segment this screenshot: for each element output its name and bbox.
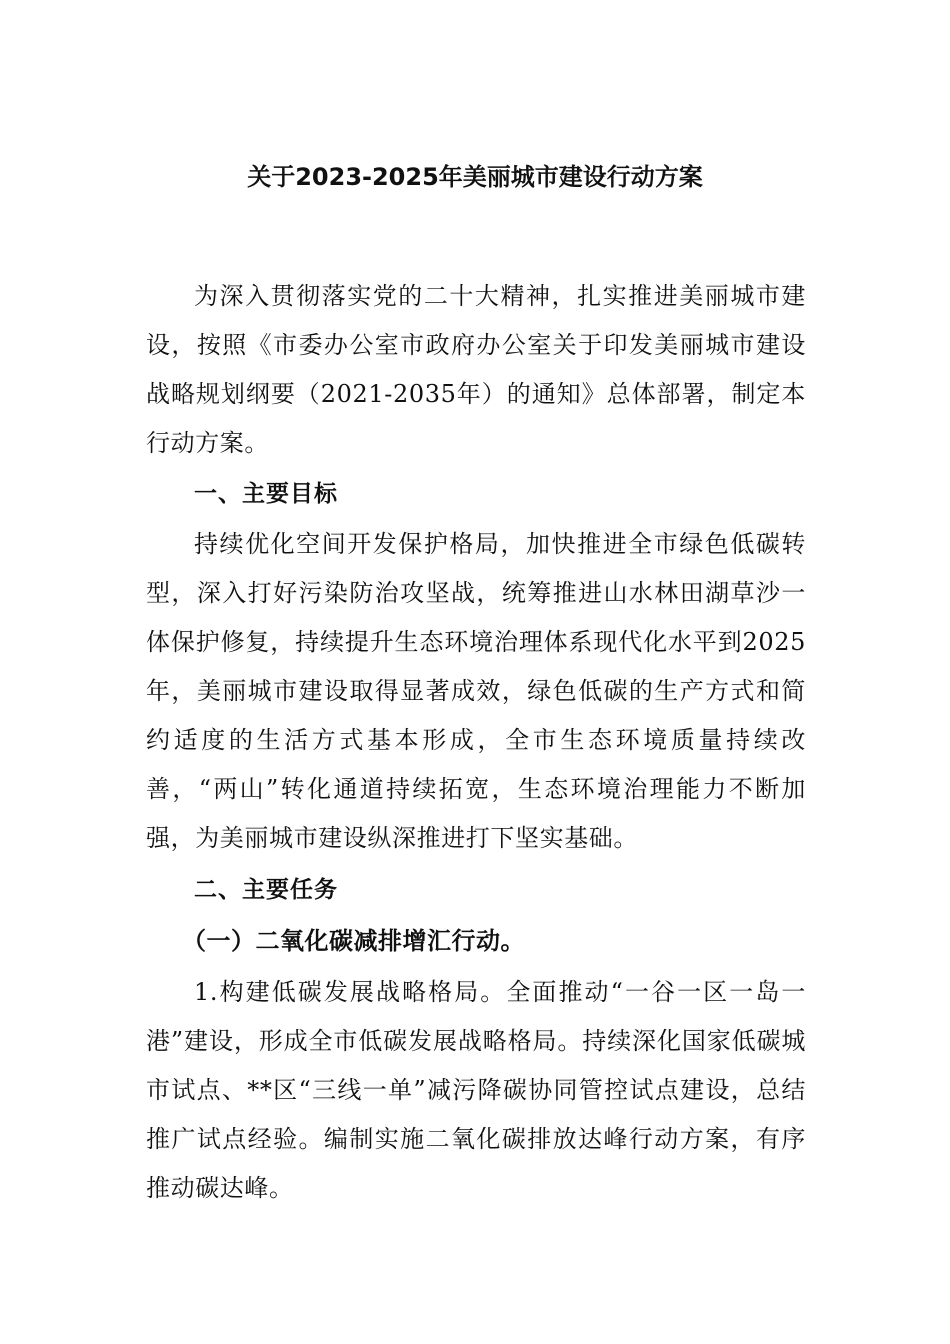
intro-paragraph: 为深入贯彻落实党的二十大精神，扎实推进美丽城市建设，按照《市委办公室市政府办公室关于印发美丽城市建设战略规划纲要（2021-2035年）的通知》总体部署，制定本行动方案。 (146, 282, 806, 457)
subsection-heading-co2-reduction: （一）二氧化碳减排增汇行动。 (182, 927, 525, 955)
section-heading-main-tasks: 二、主要任务 (194, 877, 338, 903)
main-goals-paragraph: 持续优化空间开发保护格局，加快推进全市绿色低碳转型，深入打好污染防治攻坚战，统筹推进山水林田湖草沙一体保护修复，持续提升生态环境治理体系现代化水平到2025年，美丽城市建设取得显著成效，绿色低碳的生产方式和简约适度的生活方式基本形成，全市生态环境质量持续改善，“两山”转化通道持续拓宽，生态环境治理能力不断加强，为美丽城市建设纵深推进打下坚实基础。 (146, 530, 806, 852)
document-title: 关于2023-2025年美丽城市建设行动方案 (247, 163, 703, 191)
task-item-1-paragraph: 1.构建低碳发展战略格局。全面推动“一谷一区一岛一港”建设，形成全市低碳发展战略格局。持续深化国家低碳城市试点、**区“三线一单”减污降碳协同管控试点建设，总结推广试点经验。编制实施二氧化碳排放达峰行动方案，有序推动碳达峰。 (146, 978, 806, 1202)
section-heading-main-goals: 一、主要目标 (194, 481, 338, 507)
